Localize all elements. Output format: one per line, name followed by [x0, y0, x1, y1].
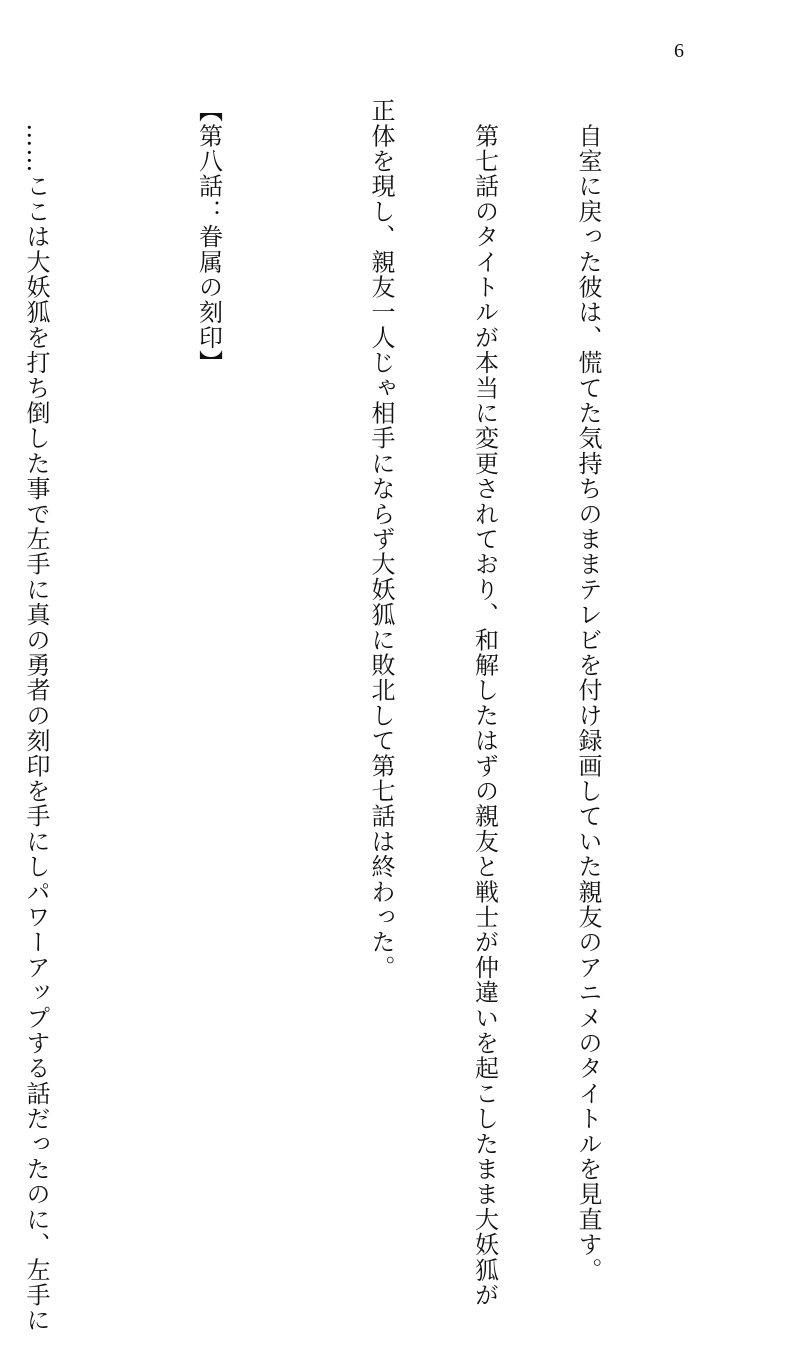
chapter-heading: 【第八話：眷属の刻印】 — [194, 98, 223, 376]
text-line: 正体を現し、親友一人じゃ相手にならず大妖狐に敗北して第七話は終わった。 — [367, 98, 395, 980]
text-line: 自室に戻った彼は、慌てた気持ちのままテレビを付け録画していた親友のアニメのタイトルを見直す。 — [574, 98, 602, 1283]
text-line: ……ここは大妖狐を打ち倒した事で左手に真の勇者の刻印を手にしパワーアップする話だったのに、左手に — [22, 98, 50, 1333]
text-line: 第七話のタイトルが本当に変更されており、和解したはずの親友と戦士が仲違いを起こしたまま大妖狐が — [470, 98, 499, 1308]
page-number: 6 — [674, 40, 684, 62]
body-text — [22, 98, 674, 1333]
